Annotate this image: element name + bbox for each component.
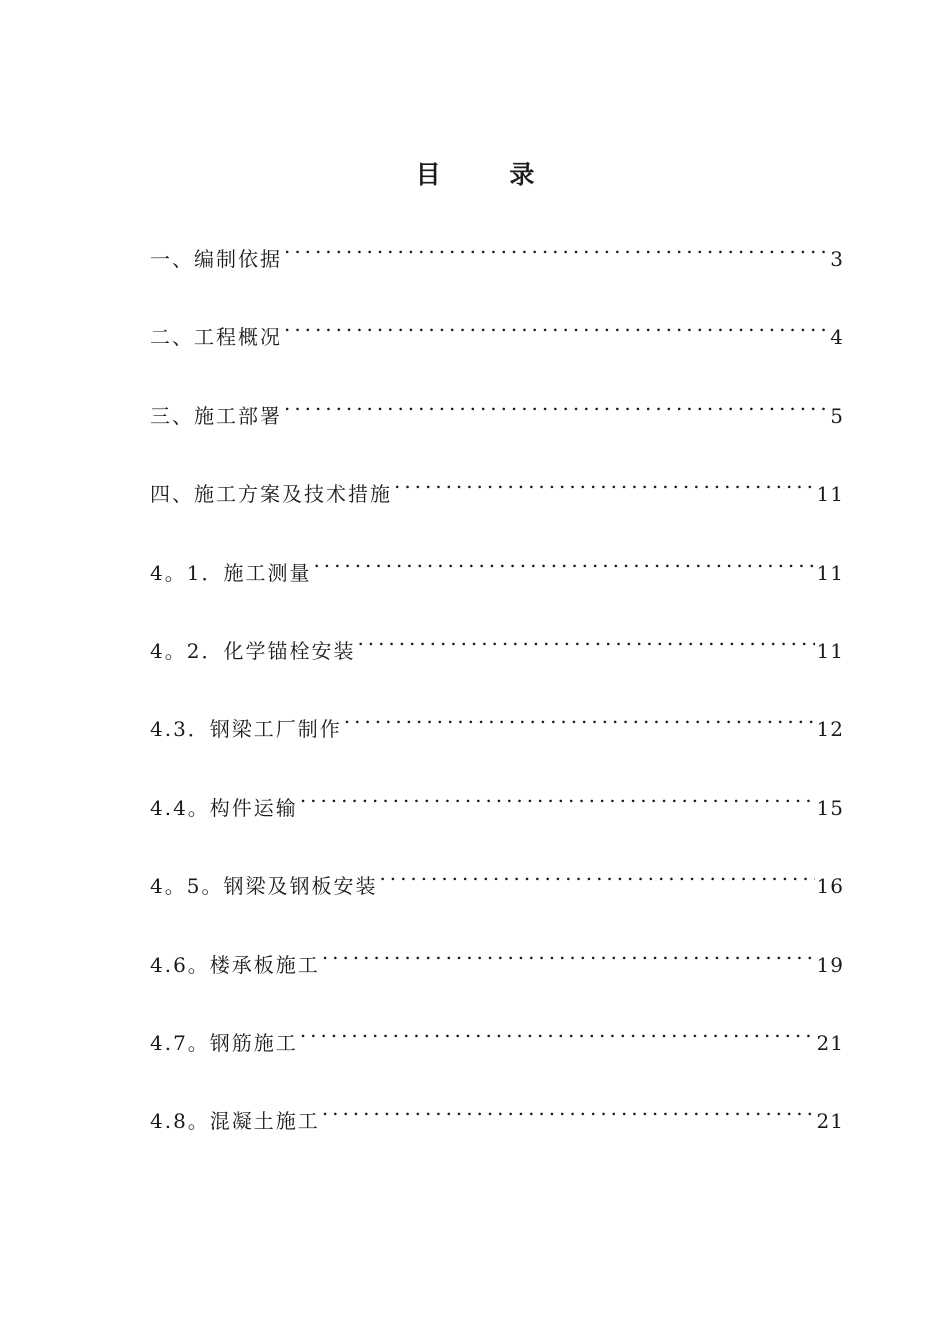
toc-entry-label: 4.6。楼承板施工 [150,952,320,977]
toc-entry-page: 4 [830,325,844,350]
toc-entry[interactable] [150,383,844,461]
toc-entry[interactable] [150,618,844,696]
toc-entry-page: 15 [816,795,844,820]
toc-entry-label: 一、编制依据 [150,247,282,271]
toc-entry[interactable] [150,304,844,382]
toc-dot-leader [284,226,828,266]
toc-entry[interactable] [150,540,844,618]
toc-entry-page: 11 [816,482,844,507]
toc-dot-leader [344,696,815,736]
toc-entry-page: 21 [816,1109,844,1134]
toc-entry-label: 四、施工方案及技术措施 [150,482,392,507]
toc-entry-label: 三、施工部署 [150,403,282,428]
toc-entry[interactable] [150,853,844,931]
toc-entry-label: 4.4。构件运输 [150,795,298,820]
toc-entry-page: 3 [830,247,844,271]
toc-dot-leader [394,461,815,501]
toc-entry[interactable] [150,1010,844,1088]
toc-entry[interactable] [150,1088,844,1166]
toc-dot-leader [379,853,814,893]
toc-entry-label: 4.8。混凝土施工 [150,1109,320,1134]
toc-entry-label: 4。1．施工测量 [150,560,312,585]
toc-entry[interactable] [150,932,844,1010]
toc-entry-page: 5 [830,403,844,428]
toc-entry-label: 4。5。钢梁及钢板安装 [150,874,378,899]
toc-entry-label: 二、工程概况 [150,325,282,350]
toc-dot-leader [284,304,828,344]
toc-entry-page: 11 [816,638,844,663]
toc-entry-page: 19 [816,952,844,977]
toc-dot-leader [322,932,815,972]
toc-dot-leader [322,1088,815,1128]
toc-entry[interactable] [150,226,844,304]
toc-entry[interactable] [150,461,844,539]
toc-dot-leader [313,540,814,580]
toc-dot-leader [357,618,814,658]
toc-dot-leader [300,1010,815,1050]
toc-entry-label: 4.7。钢筋施工 [150,1030,298,1055]
toc-dot-leader [284,383,828,423]
toc-dot-leader [300,775,815,815]
toc-entry-page: 12 [816,717,844,742]
toc-entry[interactable] [150,696,844,774]
toc-entry-page: 16 [816,874,844,899]
toc-entry-label: 4.3．钢梁工厂制作 [150,717,342,742]
toc-title: 目 录 [415,160,565,189]
toc-entry-page: 21 [816,1030,844,1055]
toc-list [150,226,844,1167]
toc-entry[interactable] [150,775,844,853]
toc-entry-page: 11 [816,560,844,585]
toc-entry-label: 4。2．化学锚栓安装 [150,638,356,663]
